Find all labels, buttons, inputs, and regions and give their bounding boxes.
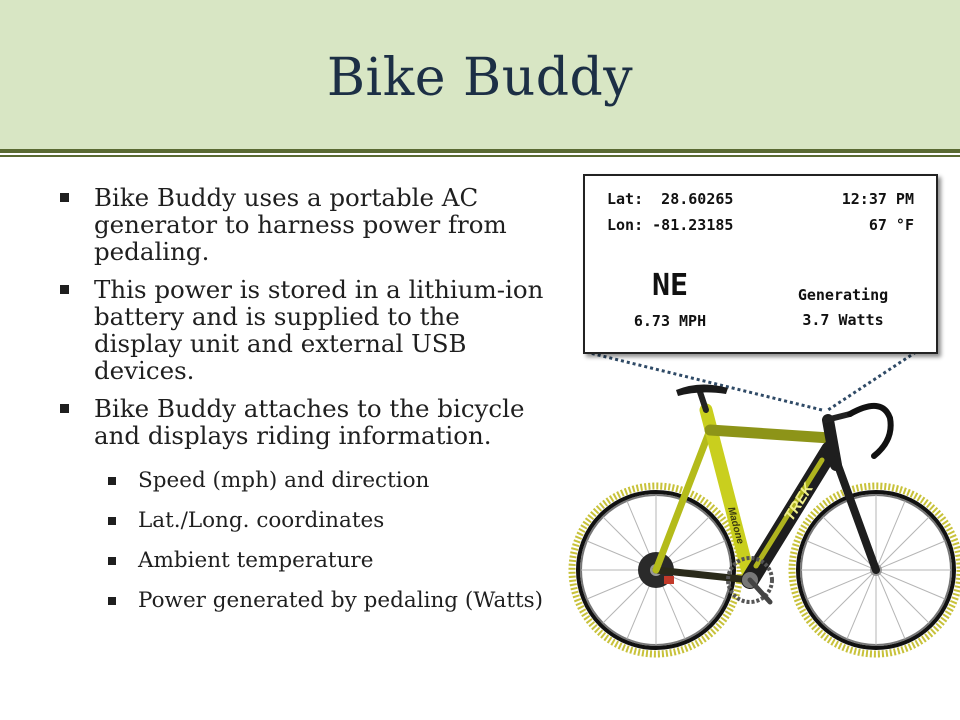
speed-readout: 6.73 MPH	[633, 312, 707, 330]
title-rule-thick	[0, 149, 960, 153]
sub-bullet-item	[56, 589, 546, 613]
sub-bullet-text: Lat./Long. coordinates	[138, 508, 385, 533]
square-bullet-icon	[60, 285, 69, 294]
square-bullet-icon	[108, 597, 116, 605]
square-bullet-icon	[108, 477, 116, 485]
time-readout: 12:37 PM	[841, 190, 914, 208]
sub-bullet-item	[56, 549, 546, 573]
generating-label: Generating	[797, 286, 889, 304]
latitude-readout: Lat: 28.60265	[607, 190, 734, 208]
sub-bullet-text: Ambient temperature	[138, 548, 374, 573]
bullet-text: This power is stored in a lithium-ion battery and is supplied to the display unit and external USB devices.	[94, 275, 544, 385]
display-unit-readout	[583, 174, 938, 354]
watts-readout: 3.7 Watts	[802, 311, 884, 329]
bike-model-decal: Madone	[725, 505, 746, 546]
bullet-text: Bike Buddy uses a portable AC generator to harness power from pedaling.	[94, 183, 507, 266]
bullet-list	[56, 184, 546, 629]
square-bullet-icon	[108, 517, 116, 525]
sub-bullet-text: Power generated by pedaling (Watts)	[138, 588, 544, 613]
bike-brand-decal: TREK	[780, 480, 818, 525]
slide-title: Bike Buddy	[326, 48, 634, 108]
longitude-readout: Lon: -81.23185	[607, 216, 734, 234]
bullet-text: Bike Buddy attaches to the bicycle and displays riding information.	[94, 394, 525, 450]
title-rule-thin	[0, 155, 960, 157]
square-bullet-icon	[108, 557, 116, 565]
bullet-item	[56, 184, 546, 265]
direction-readout: NE	[651, 268, 689, 303]
bullet-item	[56, 276, 546, 384]
sub-bullet-text: Speed (mph) and direction	[138, 468, 430, 493]
sub-bullet-item	[56, 509, 546, 533]
bullet-item	[56, 395, 546, 449]
callout-line-right	[828, 352, 916, 410]
bicycle-illustration	[560, 340, 960, 670]
square-bullet-icon	[60, 193, 69, 202]
square-bullet-icon	[60, 404, 69, 413]
sub-bullet-item	[56, 469, 546, 493]
temperature-readout: 67 °F	[868, 216, 914, 234]
